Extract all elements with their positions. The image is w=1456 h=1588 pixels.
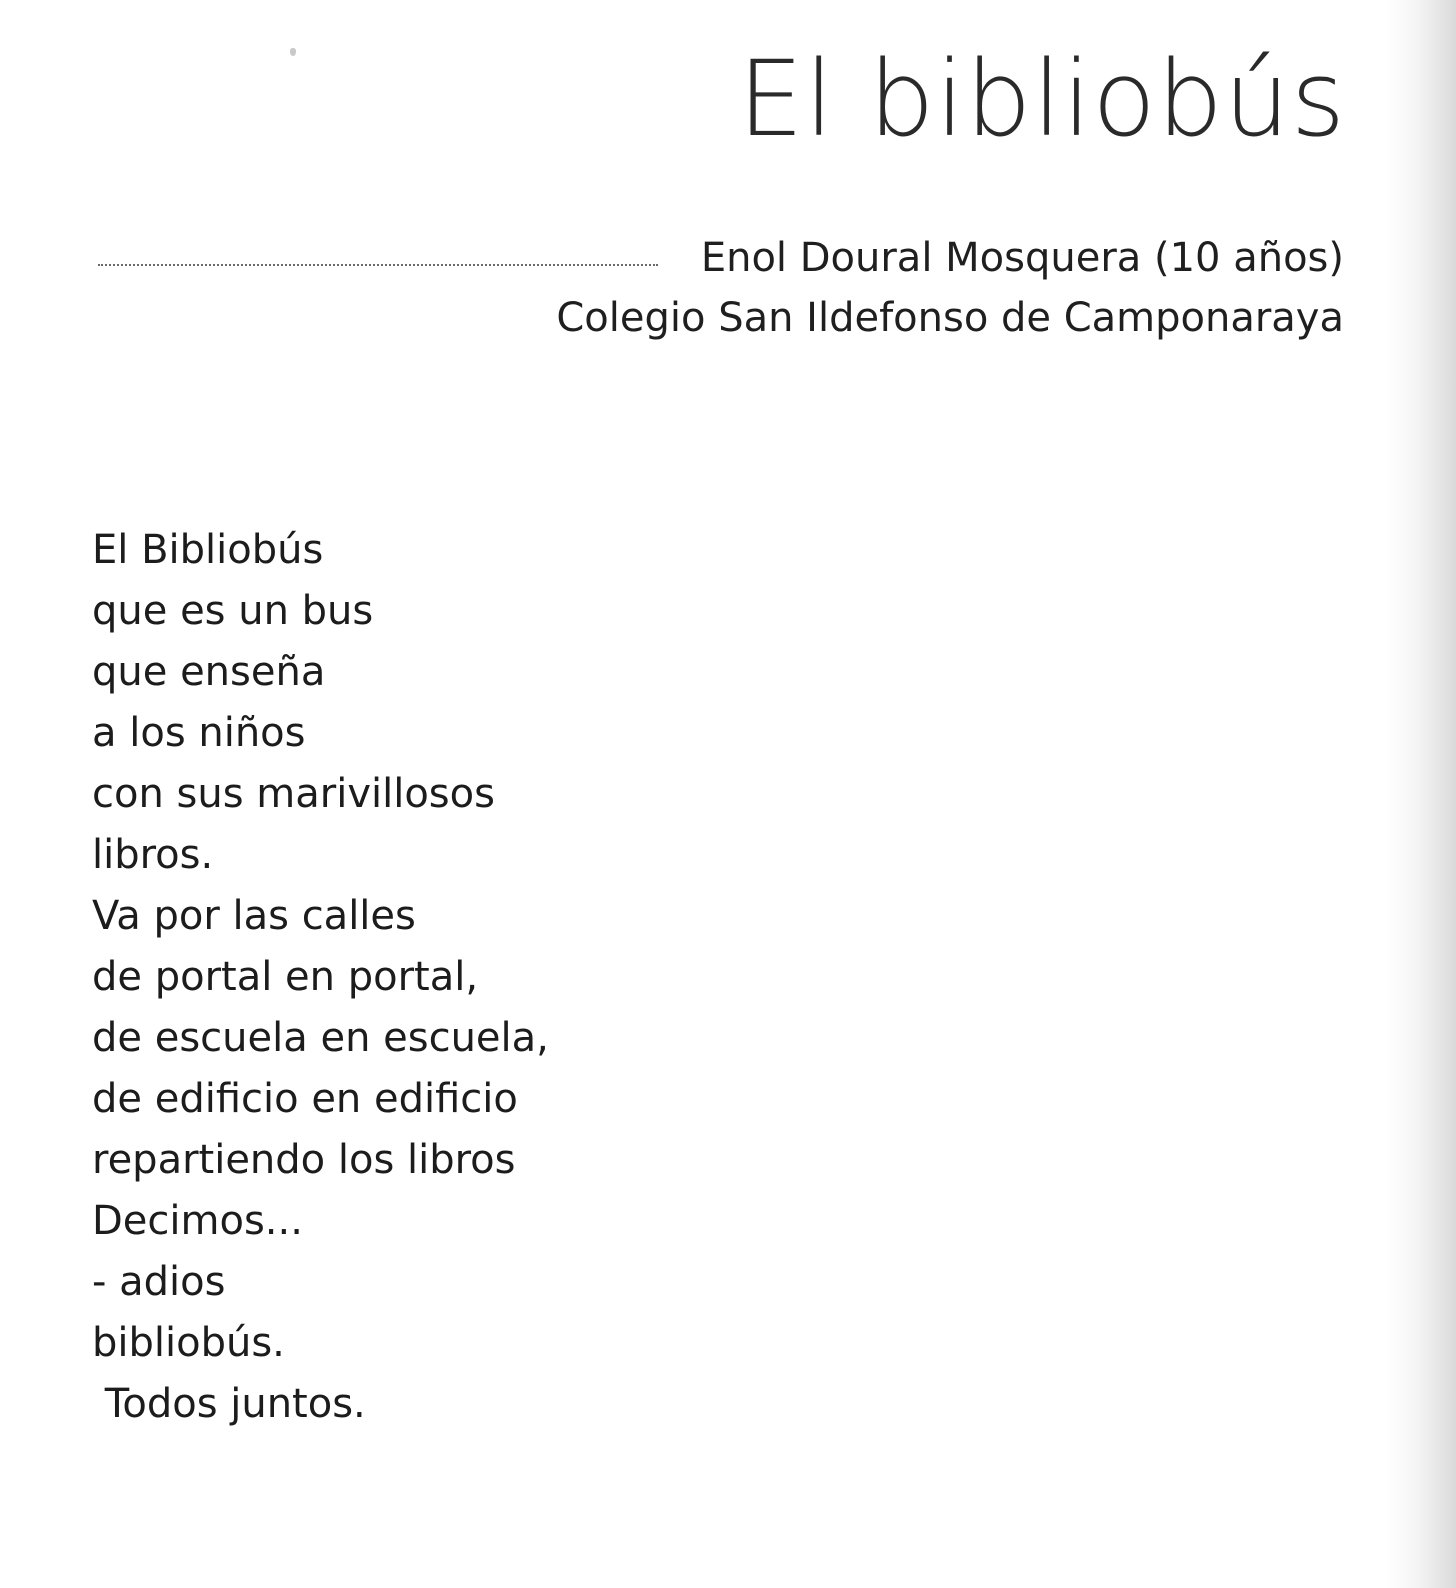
page-binding-shadow bbox=[1386, 0, 1456, 1588]
poem-line: - adios bbox=[92, 1259, 226, 1305]
poem-line: de escuela en escuela, bbox=[92, 1015, 549, 1061]
paper-speck bbox=[290, 48, 296, 56]
poem-line: que enseña bbox=[92, 649, 326, 695]
page-title: El bibliobús bbox=[737, 38, 1346, 160]
poem-line: Todos juntos. bbox=[92, 1381, 366, 1427]
school-line: Colegio San Ildefonso de Camponaraya bbox=[556, 295, 1344, 341]
poem-line: a los niños bbox=[92, 710, 306, 756]
poem-line: bibliobús. bbox=[92, 1320, 285, 1366]
author-line: Enol Doural Mosquera (10 años) bbox=[700, 235, 1344, 281]
byline bbox=[556, 228, 1344, 348]
poem-body bbox=[92, 520, 549, 1435]
poem-line: Va por las calles bbox=[92, 893, 416, 939]
poem-line: que es un bus bbox=[92, 588, 374, 634]
poem-line: libros. bbox=[92, 832, 214, 878]
poem-line: Decimos... bbox=[92, 1198, 303, 1244]
poem-line: de portal en portal, bbox=[92, 954, 479, 1000]
poem-line: El Bibliobús bbox=[92, 527, 324, 573]
poem-line: con sus marivillosos bbox=[92, 771, 495, 817]
poem-line: repartiendo los libros bbox=[92, 1137, 516, 1183]
poem-line: de edificio en edificio bbox=[92, 1076, 518, 1122]
